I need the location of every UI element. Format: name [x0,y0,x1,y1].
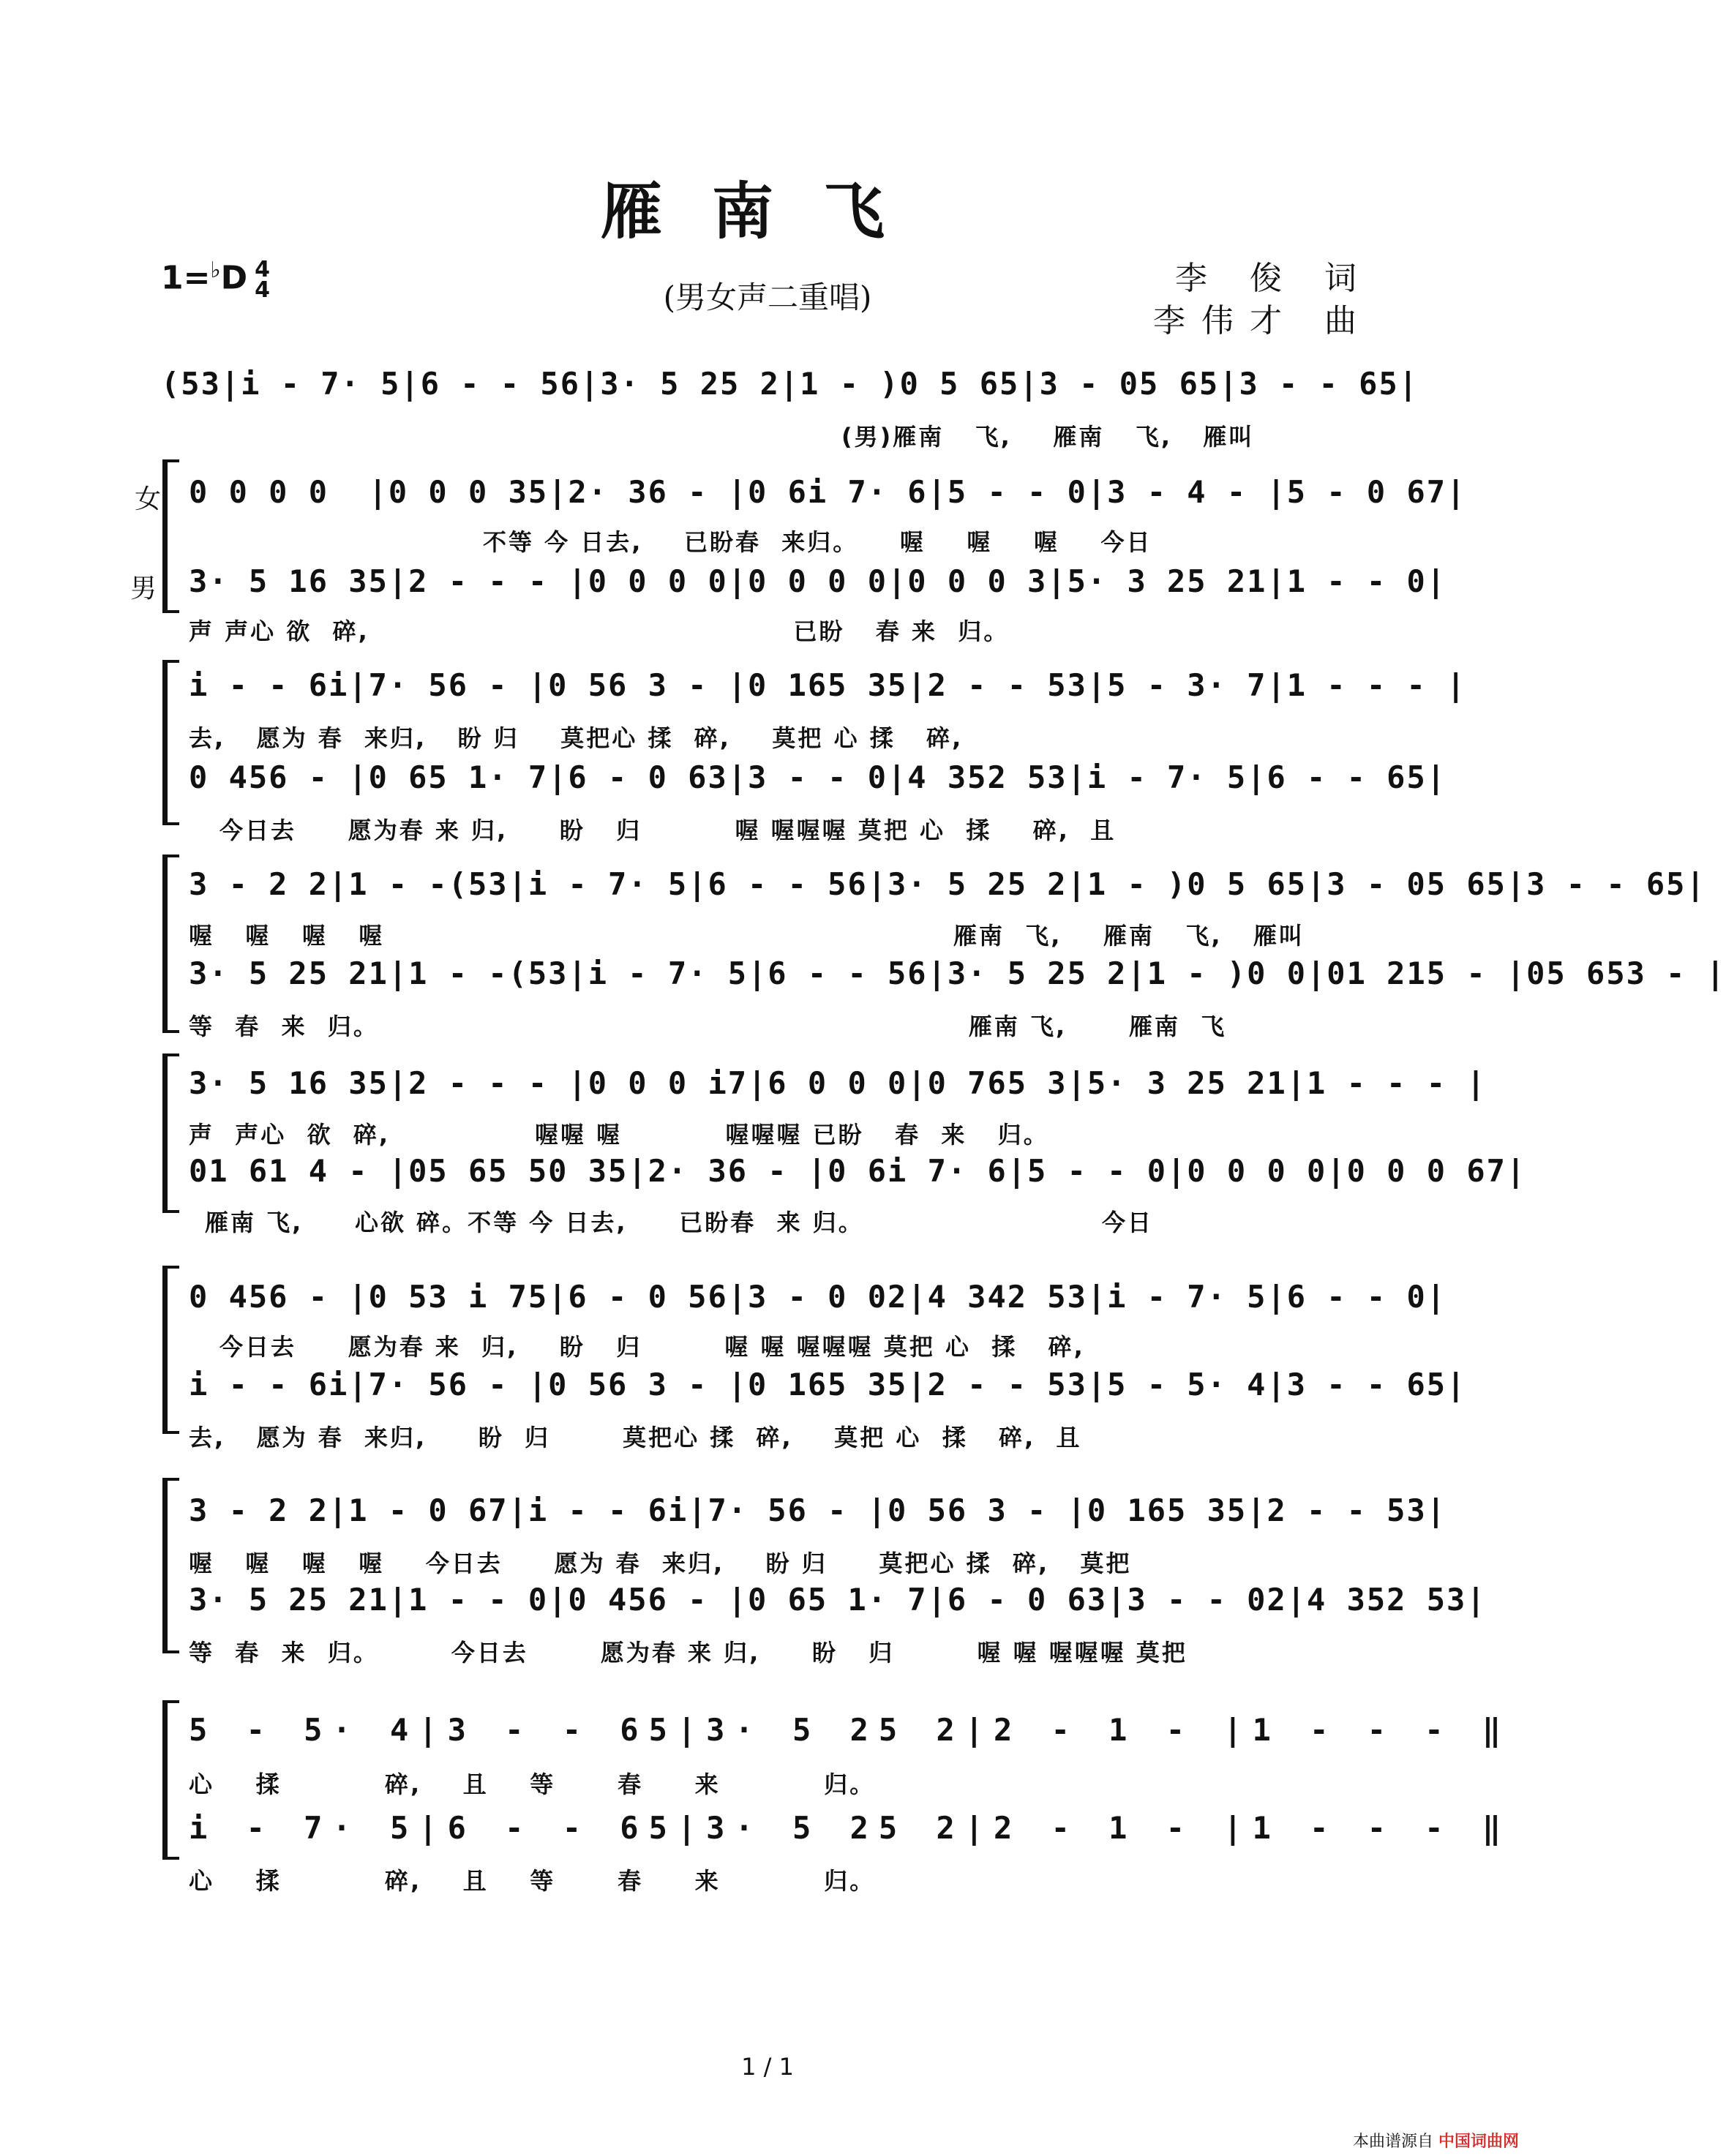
male-lyrics: 今日去 愿为春 来 归, 盼 归 喔 喔喔喔 莫把 心 揉 碎, 且 [219,816,1117,844]
system-bracket [162,1478,179,1653]
right-edge-watermark [1523,0,1535,2156]
female-lyrics: 不等 今 日去, 已盼春 来归。 喔 喔 喔 今日 [483,528,1152,556]
male-notes: 3· 5 16 35|2 - - - |0 0 0 0|0 0 0 0|0 0 0 3|5· 3 25 21|1 - - 0| [189,563,1447,599]
system-bracket [162,1266,179,1434]
male-notes: 3· 5 25 21|1 - - 0|0 456 - |0 65 1· 7|6 - 0 63|3 - - 02|4 352 53| [189,1582,1487,1618]
female-notes: 5 - 5· 4|3 - - 65|3· 5 25 2|2 - 1 - |1 - - - ‖ [189,1712,1512,1748]
page-number: 1 / 1 [741,2053,794,2081]
male-notes: 01 61 4 - |05 65 50 35|2· 36 - |0 6i 7· 6|5 - - 0|0 0 0 0|0 0 0 67| [189,1153,1527,1189]
male-notes: i - - 6i|7· 56 - |0 56 3 - |0 165 35|2 - - 53|5 - 5· 4|3 - - 65| [189,1367,1467,1402]
part-label-female: 女 [135,484,162,514]
intro-lyrics: (男)雁南 飞, 雁南 飞, 雁叫 [841,423,1255,451]
composer-credit: 李伟才 曲 [1153,302,1373,339]
female-lyrics: 喔 喔 喔 喔 雁南 飞, 雁南 飞, 雁叫 [189,922,1305,950]
male-lyrics: 等 春 来 归。 雁南 飞, 雁南 飞 [189,1013,1227,1040]
female-lyrics: 今日去 愿为春 来 归, 盼 归 喔 喔 喔喔喔 莫把 心 揉 碎, [219,1333,1085,1361]
part-label-male: 男 [130,574,157,604]
system-bracket [162,459,179,613]
female-notes: 0 0 0 0 |0 0 0 35|2· 36 - |0 6i 7· 6|5 - - 0|3 - 4 - |5 - 0 67| [189,474,1467,510]
female-notes: 3 - 2 2|1 - -(53|i - 7· 5|6 - - 56|3· 5 25 2|1 - )0 5 65|3 - 05 65|3 - - 65| [189,866,1706,902]
female-notes: 3 - 2 2|1 - 0 67|i - - 6i|7· 56 - |0 56 3 - |0 165 35|2 - - 53| [189,1492,1447,1528]
lyricist-credit: 李 俊 词 [1175,260,1373,297]
male-notes: i - 7· 5|6 - - 65|3· 5 25 2|2 - 1 - |1 - - - ‖ [189,1810,1512,1846]
female-notes: 3· 5 16 35|2 - - - |0 0 0 i7|6 0 0 0|0 765 3|5· 3 25 21|1 - - - | [189,1065,1487,1101]
key-signature: 1=♭D 4 4 [161,256,271,303]
male-lyrics: 雁南 飞, 心欲 碎。不等 今 日去, 已盼春 来 归。 今日 [205,1209,1153,1236]
source-site-link[interactable]: 中国词曲网 [1438,2133,1519,2151]
intro-notes: (53|i - 7· 5|6 - - 56|3· 5 25 2|1 - )0 5 65|3 - 05 65|3 - - 65| [161,366,1419,402]
female-lyrics: 声 声心 欲 碎, 喔喔 喔 喔喔喔 已盼 春 来 归。 [189,1121,1049,1149]
male-lyrics: 心 揉 碎, 且 等 春 来 归。 [189,1867,876,1895]
left-edge-watermark [0,0,12,2156]
male-lyrics: 等 春 来 归。 今日去 愿为春 来 归, 盼 归 喔 喔 喔喔喔 莫把 [189,1639,1187,1667]
system-bracket [162,1700,179,1860]
male-lyrics: 声 声心 欲 碎, 已盼 春 来 归。 [189,617,1010,645]
system-bracket [162,1053,179,1213]
system-bracket [162,660,179,825]
song-title: 雁南飞 [600,175,934,247]
system-bracket [162,854,179,1033]
source-footer: 本曲谱源自 中国词曲网 [1352,2133,1519,2151]
female-lyrics: 喔 喔 喔 喔 今日去 愿为 春 来归, 盼 归 莫把心 揉 碎, 莫把 [189,1550,1132,1577]
subtitle: (男女声二重唱) [663,279,872,315]
female-lyrics: 去, 愿为 春 来归, 盼 归 莫把心 揉 碎, 莫把 心 揉 碎, [189,724,964,752]
male-lyrics: 去, 愿为 春 来归, 盼 归 莫把心 揉 碎, 莫把 心 揉 碎, 且 [189,1424,1082,1451]
female-lyrics: 心 揉 碎, 且 等 春 来 归。 [189,1770,876,1798]
female-notes: 0 456 - |0 53 i 75|6 - 0 56|3 - 0 02|4 342 53|i - 7· 5|6 - - 0| [189,1279,1447,1315]
male-notes: 0 456 - |0 65 1· 7|6 - 0 63|3 - - 0|4 352 53|i - 7· 5|6 - - 65| [189,759,1447,795]
male-notes: 3· 5 25 21|1 - -(53|i - 7· 5|6 - - 56|3· 5 25 2|1 - )0 0|01 215 - |05 653 - | [189,955,1726,991]
female-notes: i - - 6i|7· 56 - |0 56 3 - |0 165 35|2 - - 53|5 - 3· 7|1 - - - | [189,667,1467,703]
